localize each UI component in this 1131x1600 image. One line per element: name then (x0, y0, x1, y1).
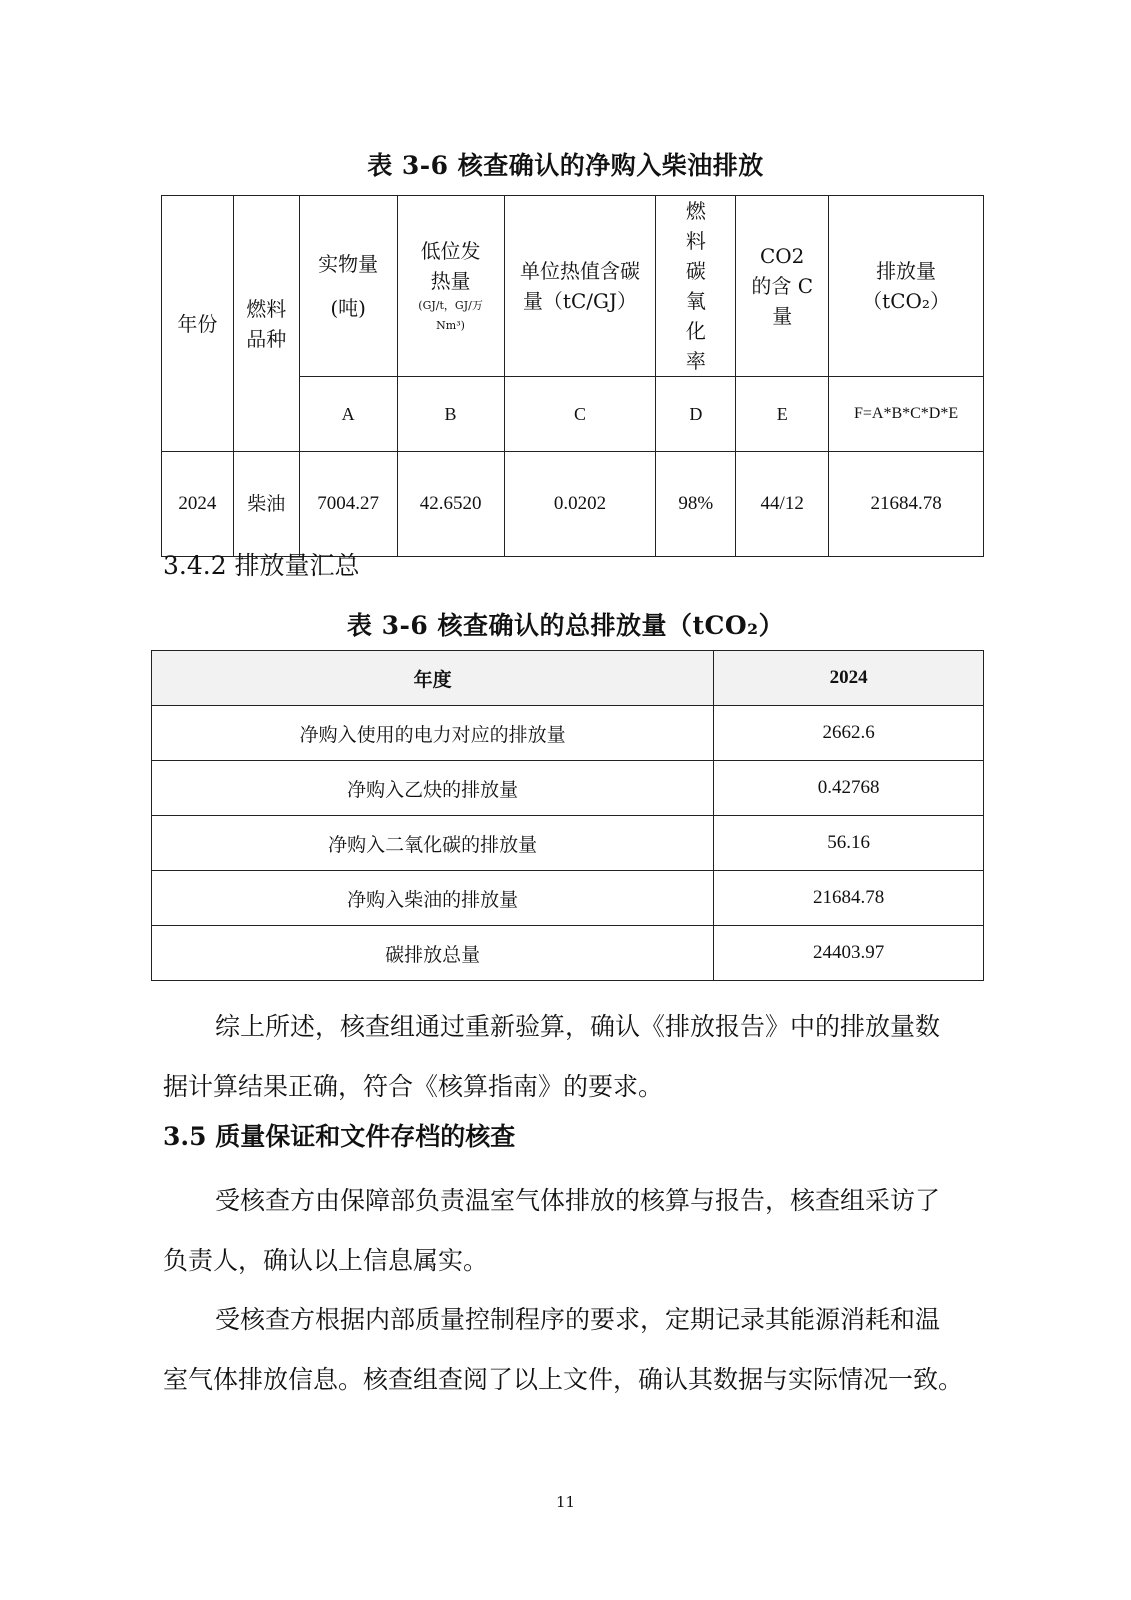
header-year: 年份 (162, 196, 234, 452)
table-row (152, 706, 984, 761)
heading-3-5: 3.5 质量保证和文件存档的核查 (163, 1122, 516, 1151)
paragraph-summary: 综上所述，核查组通过重新验算，确认《排放报告》中的排放量数据计算结果正确，符合《核算指南》的要求。 (163, 1012, 941, 1101)
table-row (152, 926, 984, 981)
row-label: 净购入乙炔的排放量 (152, 761, 714, 816)
row-fuel: 柴油 (233, 452, 299, 557)
row-emission: 21684.78 (829, 452, 984, 557)
total-emission-table (151, 650, 984, 981)
paragraph-quality-control: 受核查方根据内部质量控制程序的要求，定期记录其能源消耗和温室气体排放信息。核查组查阅了以上文件，确认其数据与实际情况一致。 (163, 1305, 964, 1394)
page-number: 11 (555, 1493, 576, 1511)
diesel-emission-table (161, 195, 984, 557)
table-row (152, 816, 984, 871)
table1-title: 表 3-6 核查确认的净购入柴油排放 (367, 151, 764, 180)
row-amount: 7004.27 (299, 452, 397, 557)
letter-a: A (299, 377, 397, 452)
header-year-2024: 2024 (714, 651, 984, 706)
header-fuel: 燃料品种 (233, 196, 299, 452)
section-3-4-2: 3.4.2 排放量汇总 (163, 551, 360, 580)
row-ncv: 42.6520 (397, 452, 504, 557)
row-label: 净购入二氧化碳的排放量 (152, 816, 714, 871)
row-value: 0.42768 (714, 761, 984, 816)
letter-formula: F=A*B*C*D*E (829, 377, 984, 452)
row-label: 净购入使用的电力对应的排放量 (152, 706, 714, 761)
header-emission: 排放量 （tCO₂） (829, 196, 984, 377)
row-co2c: 44/12 (736, 452, 829, 557)
header-ncv: 低位发热量 (GJ/t，GJ/万 Nm³) (397, 196, 504, 377)
row-value: 56.16 (714, 816, 984, 871)
header-amount: 实物量 (吨) (299, 196, 397, 377)
table-row (152, 761, 984, 816)
header-label: 年度 (152, 651, 714, 706)
letter-b: B (397, 377, 504, 452)
table-row (152, 871, 984, 926)
letter-d: D (656, 377, 736, 452)
row-value: 21684.78 (714, 871, 984, 926)
row-year: 2024 (162, 452, 234, 557)
header-oxidation-rate: 燃料碳氧化率 (656, 196, 736, 377)
paragraph-responsibility: 受核查方由保障部负责温室气体排放的核算与报告，核查组采访了负责人，确认以上信息属实。 (163, 1186, 941, 1275)
header-carbon-content: 单位热值含碳量（tC/GJ） (504, 196, 656, 377)
row-value: 24403.97 (714, 926, 984, 981)
row-oxidation: 98% (656, 452, 736, 557)
letter-e: E (736, 377, 829, 452)
row-carbon: 0.0202 (504, 452, 656, 557)
row-label: 净购入柴油的排放量 (152, 871, 714, 926)
row-value: 2662.6 (714, 706, 984, 761)
table2-title: 表 3-6 核查确认的总排放量（tCO₂） (346, 611, 785, 640)
letter-c: C (504, 377, 656, 452)
row-label: 碳排放总量 (152, 926, 714, 981)
header-co2-c: CO2 的含 C 量 (736, 196, 829, 377)
